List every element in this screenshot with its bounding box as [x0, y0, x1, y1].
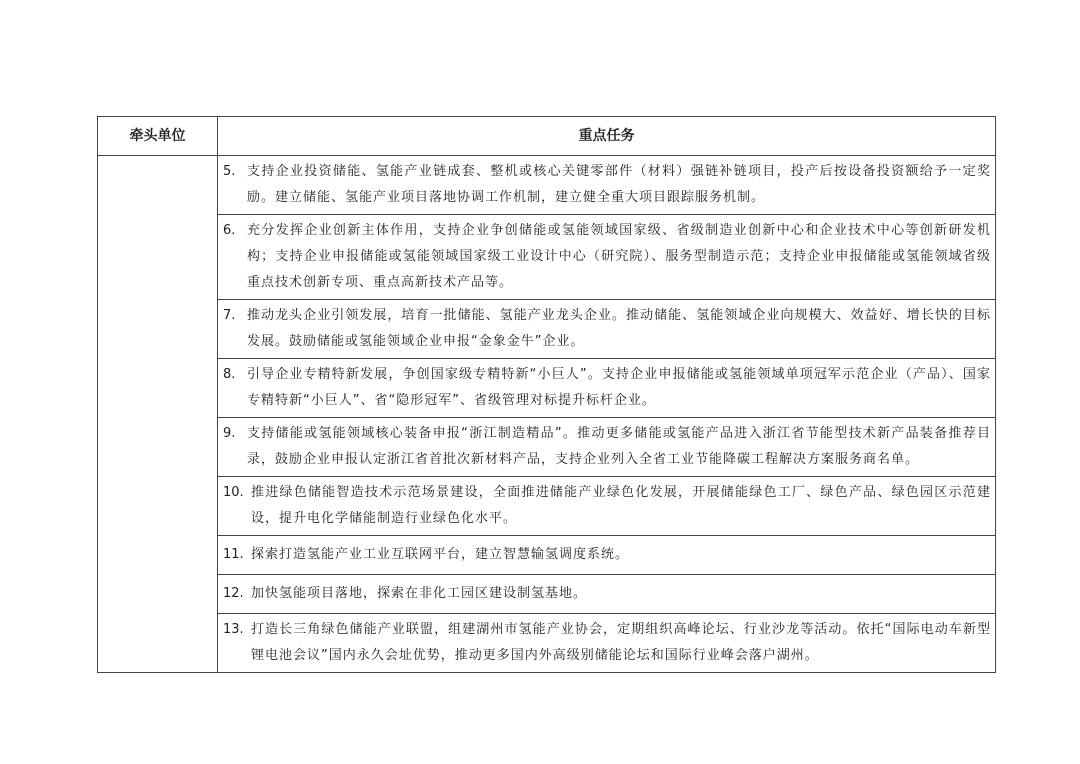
task-text: 引导企业专精特新发展，争创国家级专精特新“小巨人”。支持企业申报储能或氢能领域单项冠军示范企业（产品）、国家专精特新“小巨人”、省“隐形冠军”、省级管理对标提升标杆企业。: [247, 367, 991, 408]
task-number: 12.: [223, 586, 244, 601]
task-text: 支持企业投资储能、氢能产业链成套、整机或核心关键零部件（材料）强链补链项目，投产后按设备投资额给予一定奖励。建立储能、氢能产业项目落地协调工作机制，建立健全重大项目跟踪服务机制。: [247, 164, 991, 205]
task-text: 充分发挥企业创新主体作用，支持企业争创储能或氢能领域国家级、省级制造业创新中心和企业技术中心等创新研发机构；支持企业申报储能或氢能领域国家级工业设计中心（研究院）、服务型制造示范；支持企业申报储能或氢能领域省级重点技术创新专项、重点高新技术产品等。: [247, 223, 991, 290]
task-cell-13: [218, 614, 996, 673]
task-cell-7: [218, 300, 996, 359]
task-table: [97, 116, 996, 673]
table-row: [98, 418, 996, 477]
table-row: [98, 575, 996, 614]
table-row: [98, 536, 996, 575]
header-lead-unit: 牵头单位: [98, 117, 218, 156]
table-row: [98, 300, 996, 359]
task-number: 11.: [223, 547, 244, 562]
table-row: [98, 156, 996, 215]
task-cell-9: [218, 418, 996, 477]
table-header-row: [98, 117, 996, 156]
task-number: 5.: [223, 164, 236, 179]
task-number: 8.: [223, 367, 236, 382]
task-cell-6: [218, 215, 996, 300]
task-text: 打造长三角绿色储能产业联盟，组建湖州市氢能产业协会，定期组织高峰论坛、行业沙龙等活动。依托“国际电动车新型锂电池会议”国内永久会址优势，推动更多国内外高级别储能论坛和国际行业峰会落户湖州。: [251, 622, 991, 663]
task-number: 10.: [223, 485, 244, 500]
table-row: [98, 215, 996, 300]
task-text: 推进绿色储能智造技术示范场景建设，全面推进储能产业绿色化发展，开展储能绿色工厂、绿色产品、绿色园区示范建设，提升电化学储能制造行业绿色化水平。: [251, 485, 991, 526]
task-text: 加快氢能项目落地，探索在非化工园区建设制氢基地。: [251, 586, 588, 601]
task-text: 推动龙头企业引领发展，培育一批储能、氢能产业龙头企业。推动储能、氢能领域企业向规模大、效益好、增长快的目标发展。鼓励储能或氢能领域企业申报“金象金牛”企业。: [247, 308, 991, 349]
task-text: 探索打造氢能产业工业互联网平台，建立智慧输氢调度系统。: [251, 547, 630, 562]
task-number: 13.: [223, 622, 244, 637]
task-cell-5: [218, 156, 996, 215]
task-cell-11: [218, 536, 996, 575]
table-row: [98, 614, 996, 673]
table-row: [98, 359, 996, 418]
table-row: [98, 477, 996, 536]
task-number: 7.: [223, 308, 236, 323]
task-cell-12: [218, 575, 996, 614]
task-number: 9.: [223, 426, 236, 441]
task-number: 6.: [223, 223, 236, 238]
task-cell-8: [218, 359, 996, 418]
lead-unit-cell: [98, 156, 218, 673]
task-text: 支持储能或氢能领域核心装备申报“浙江制造精品”。推动更多储能或氢能产品进入浙江省节能型技术新产品装备推荐目录，鼓励企业申报认定浙江省首批次新材料产品，支持企业列入全省工业节能降碳工程解决方案服务商名单。: [247, 426, 991, 467]
task-cell-10: [218, 477, 996, 536]
header-key-tasks: 重点任务: [218, 117, 996, 156]
